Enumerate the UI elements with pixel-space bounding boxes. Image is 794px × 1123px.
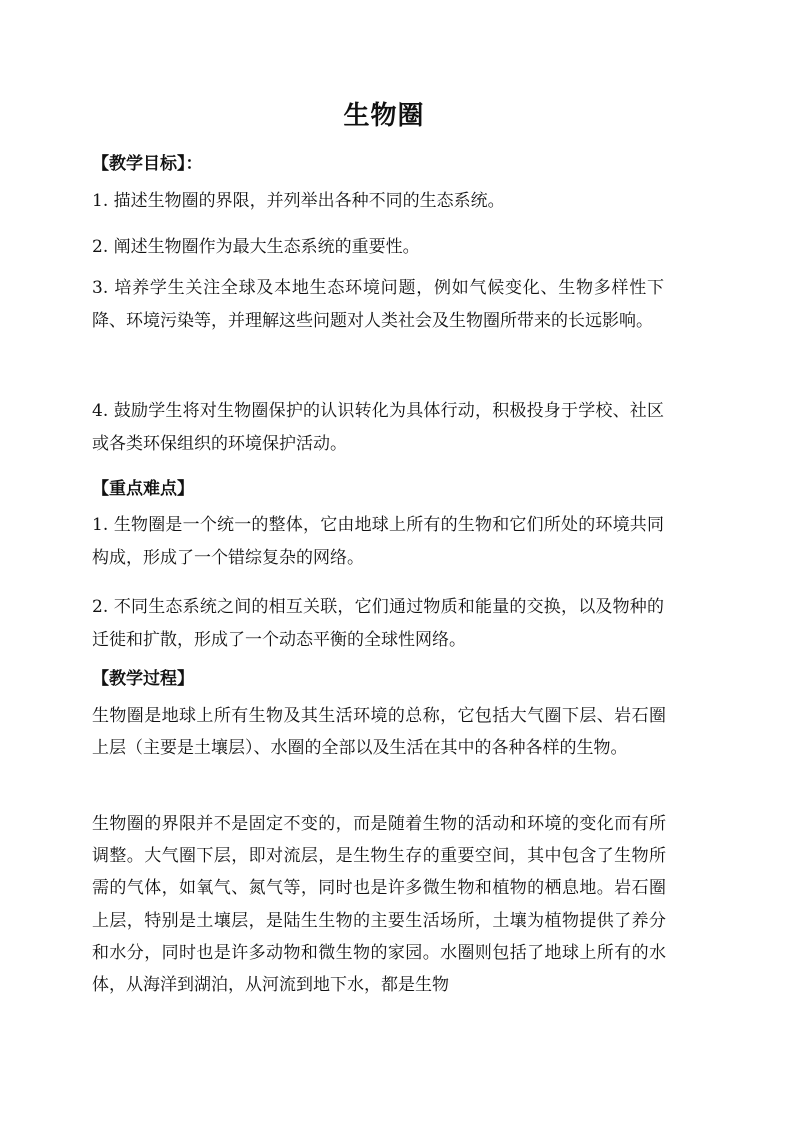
objective-item-1: 1. 描述生物圈的界限，并列举出各种不同的生态系统。	[92, 191, 505, 211]
objective-item-3: 3. 培养学生关注全球及本地生态环境问题，例如气候变化、生物多样性下降、环境污染等，并理解这些问题对人类社会及生物圈所带来的长远影响。	[92, 278, 664, 331]
key-point-item-2: 2. 不同生态系统之间的相互关联，它们通过物质和能量的交换，以及物种的迁徙和扩散，形成了一个动态平衡的全球性网络。	[92, 597, 664, 650]
page-title: 生物圈	[343, 101, 425, 131]
process-paragraph-1: 生物圈是地球上所有生物及其生活环境的总称，它包括大气圈下层、岩石圈上层（主要是土壤层）、水圈的全部以及生活在其中的各种各样的生物。	[92, 706, 666, 759]
section-heading-key-points: 【重点难点】	[92, 479, 194, 499]
objective-item-4: 4. 鼓励学生将对生物圈保护的认识转化为具体行动，积极投身于学校、社区或各类环保组织的环境保护活动。	[92, 401, 664, 454]
objective-item-2: 2. 阐述生物圈作为最大生态系统的重要性。	[92, 237, 420, 257]
section-heading-objectives: 【教学目标】：	[92, 154, 203, 174]
section-heading-process: 【教学过程】	[92, 669, 194, 689]
key-point-item-1: 1. 生物圈是一个统一的整体，它由地球上所有的生物和它们所处的环境共同构成，形成了一个错综复杂的网络。	[92, 515, 664, 568]
process-paragraph-2: 生物圈的界限并不是固定不变的，而是随着生物的活动和环境的变化而有所调整。大气圈下层，即对流层，是生物生存的重要空间，其中包含了生物所需的气体，如氧气、氮气等，同时也是许多微生物和植物的栖息地。岩石圈上层，特别是土壤层，是陆生生物的主要生活场所，土壤为植物提供了养分和水分，同时也是许多动物和微生物的家园。水圈则包括了地球上所有的水体，从海洋到湖泊，从河流到地下水，都是生物	[92, 814, 666, 996]
